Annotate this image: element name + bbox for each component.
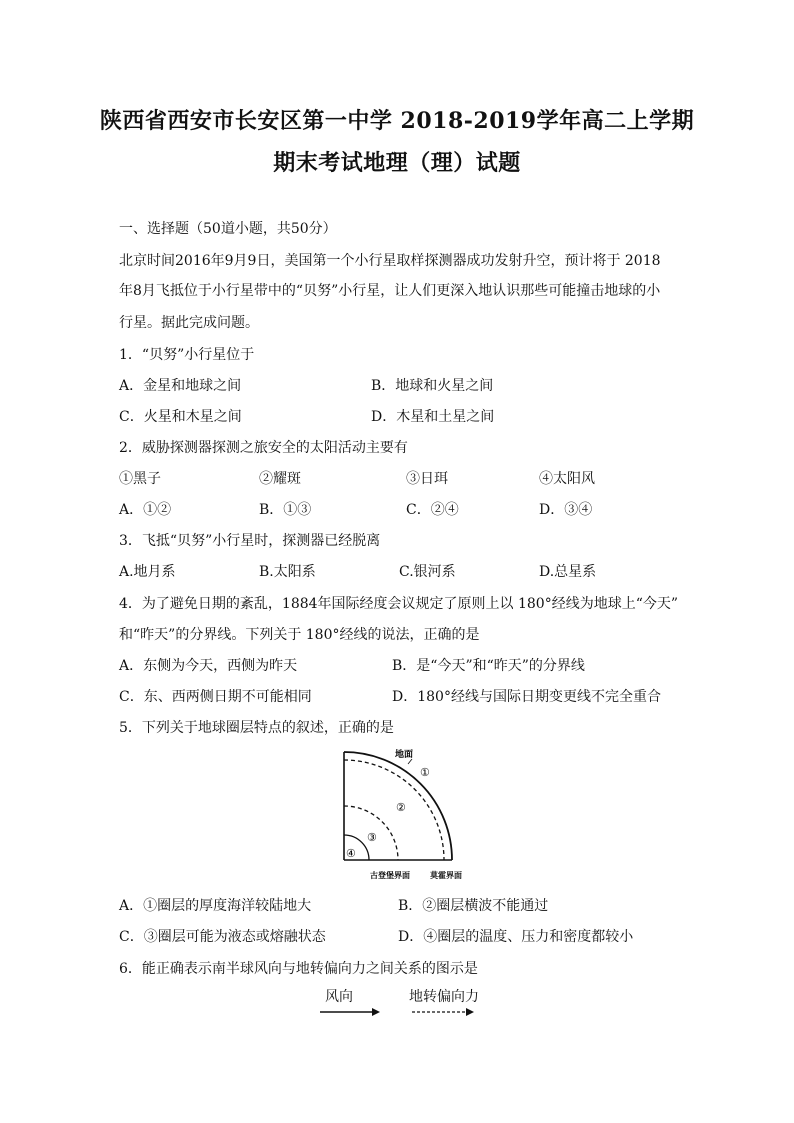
intro-line-2: 年8月飞抵位于小行星带中的“贝努”小行星，让人们更深入地认识那些可能撞击地球的小: [119, 283, 661, 299]
q6-stem: 6．能正确表示南半球风向与地转偏向力之间关系的图示是: [119, 961, 478, 977]
q2-option-d: D．③④: [539, 502, 593, 518]
q1-option-a: A．金星和地球之间: [119, 378, 242, 394]
q2-option-a: A．①②: [119, 502, 172, 518]
layer-3-label: ③: [367, 831, 377, 844]
q4-option-d: D．180°经线与国际日期变更线不完全重合: [392, 689, 661, 705]
earth-layers-figure: [340, 746, 480, 890]
q4-option-b: B．是“今天”和“昨天”的分界线: [392, 658, 585, 674]
q5-stem: 5．下列关于地球圈层特点的叙述，正确的是: [119, 720, 394, 736]
q2-item-4: ④太阳风: [539, 471, 595, 487]
q1-option-d: D．木星和土星之间: [371, 409, 495, 425]
intro-line-3: 行星。据此完成问题。: [119, 315, 259, 331]
q2-stem: 2．威胁探测器探测之旅安全的太阳活动主要有: [119, 440, 408, 456]
q2-item-2: ②耀斑: [259, 471, 301, 487]
q3-option-c: C.银河系: [399, 564, 456, 580]
legend-arrows: [316, 1004, 486, 1020]
surface-label: 地面: [395, 750, 414, 760]
q3-option-d: D.总星系: [539, 564, 597, 580]
earth-layers-diagram: [340, 746, 480, 886]
q3-option-b: B.太阳系: [259, 564, 316, 580]
section-heading: 一、选择题（50道小题，共50分）: [119, 221, 337, 237]
q5-option-a: A．①圈层的厚度海洋较陆地大: [119, 898, 312, 914]
q1-option-c: C．火星和木星之间: [119, 409, 242, 425]
q3-option-a: A.地月系: [119, 564, 176, 580]
q4-stem-line-2: 和“昨天”的分界线。下列关于 180°经线的说法，正确的是: [119, 627, 480, 643]
q4-option-a: A．东侧为今天，西侧为昨天: [119, 658, 298, 674]
title-line-1: 陕西省西安市长安区第一中学 2018-2019学年高二上学期: [99, 108, 695, 134]
title-line-2: 期末考试地理（理）试题: [273, 150, 521, 176]
q2-item-3: ③日珥: [406, 471, 448, 487]
q5-option-c: C．③圈层可能为液态或熔融状态: [119, 929, 326, 945]
intro-line-1: 北京时间2016年9月9日，美国第一个小行星取样探测器成功发射升空，预计将于 2018: [119, 253, 661, 269]
q2-item-1: ①黑子: [119, 471, 161, 487]
q1-stem: 1．“贝努”小行星位于: [119, 347, 255, 363]
q4-stem-line-1: 4．为了避免日期的紊乱，1884年国际经度会议规定了原则上以 180°经线为地球上“今天”: [119, 596, 679, 612]
moho-label: 莫霍界面: [430, 870, 462, 880]
q5-option-d: D．④圈层的温度、压力和密度都较小: [398, 929, 634, 945]
q5-option-b: B．②圈层横波不能通过: [398, 898, 549, 914]
q1-option-b: B．地球和火星之间: [371, 378, 494, 394]
wind-legend-label: 风向: [325, 989, 353, 1005]
q2-option-c: C．②④: [406, 502, 459, 518]
force-legend-label: 地转偏向力: [409, 989, 479, 1005]
gutenberg-label: 古登堡界面: [370, 870, 410, 880]
q2-option-b: B．①③: [259, 502, 312, 518]
q3-stem: 3．飞抵“贝努”小行星时，探测器已经脱离: [119, 533, 381, 549]
q4-option-c: C．东、西两侧日期不可能相同: [119, 689, 312, 705]
layer-4-label: ④: [346, 847, 356, 860]
force-arrowhead: [466, 1008, 474, 1016]
wind-arrowhead: [372, 1008, 380, 1016]
layer-1-label: ①: [420, 766, 430, 779]
layer-2-label: ②: [396, 801, 406, 814]
